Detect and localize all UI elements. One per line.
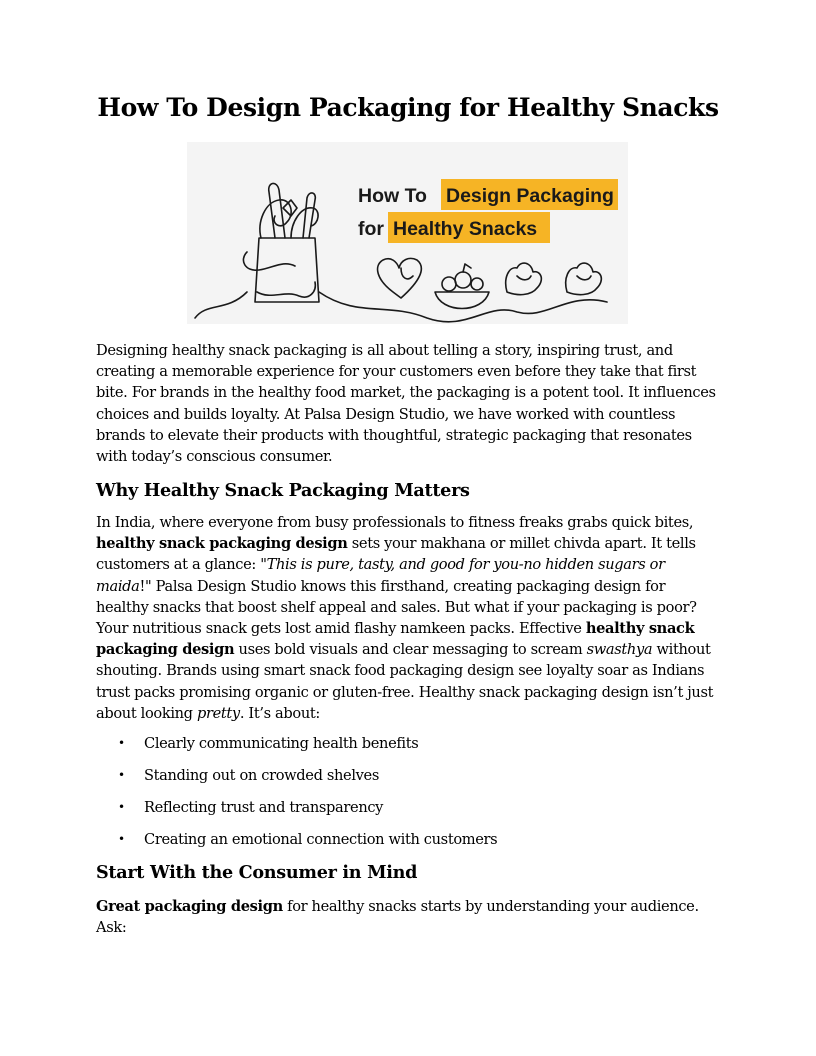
bullet-icon: • xyxy=(118,768,125,782)
list-item xyxy=(96,765,720,797)
section1-bold-keyword-2: healthy snack packaging design xyxy=(96,620,695,659)
hero-heading xyxy=(358,179,618,243)
section1-text-mid2: !" Palsa Design Studio knows this firsthand, creating packaging design for healthy snacks that boost shelf appeal and sales. But what if your packaging is poor? Your nutritious snack gets lost amid flashy namkeen packs. Effective xyxy=(96,577,697,638)
list-item-text: Creating an emotional connection with customers xyxy=(144,831,498,848)
list-item xyxy=(96,829,720,861)
section1-quote: This is pure, tasty, and good for you-no hidden sugars or maida xyxy=(96,556,665,595)
section-heading-why: Why Healthy Snack Packaging Matters xyxy=(96,480,470,501)
section2-paragraph xyxy=(96,896,720,938)
section1-text-mid4: without shouting. Brands using smart snack food packaging design see loyalty soar as Indians trust packs promising organic or gluten-free. Healthy snack packaging design isn’t just about looking xyxy=(96,641,714,722)
section2-text: for healthy snacks starts by understanding your audience. Ask: xyxy=(96,898,699,937)
section2-bold-keyword: Great packaging design xyxy=(96,898,283,915)
list-item xyxy=(96,733,720,765)
bullet-icon: • xyxy=(118,736,125,750)
intro-paragraph: Designing healthy snack packaging is all about telling a story, inspiring trust, and creating a memorable experience for your customers even before they take that first bite. For brands in the healthy food market, the packaging is a potent tool. It influences choices and builds loyalty. At Palsa Design Studio, we have worked with countless brands to elevate their products with thoughtful, strategic packaging that resonates with today’s conscious consumer. xyxy=(96,342,716,466)
bullet-icon: • xyxy=(118,800,125,814)
section1-text-intro: In India, where everyone from busy professionals to fitness freaks grabs quick bites, xyxy=(96,514,694,531)
list-item-text: Standing out on crowded shelves xyxy=(144,767,379,784)
section1-text-end: . It’s about: xyxy=(239,704,320,722)
hero-image xyxy=(187,142,628,324)
section1-italic-pretty: pretty xyxy=(196,704,240,722)
section1-bold-keyword-1: healthy snack packaging design xyxy=(96,535,348,553)
section1-text-mid1: sets your makhana or millet chivda apart. It tells customers at a glance: " xyxy=(96,535,696,574)
heart-illustration-icon xyxy=(378,258,422,298)
list-item-text: Clearly communicating health benefits xyxy=(144,735,419,752)
section1-italic-swasthya: swasthya xyxy=(586,641,653,659)
section1-paragraph xyxy=(96,512,720,724)
strength-arms-illustration-icon xyxy=(506,263,602,295)
section1-text-mid3: uses bold visuals and clear messaging to scream xyxy=(238,641,583,659)
hero-line1-highlight: Design Packaging xyxy=(446,185,614,207)
bullet-icon: • xyxy=(118,832,125,846)
section-heading-consumer: Start With the Consumer in Mind xyxy=(96,862,418,883)
list-item-text: Reflecting trust and transparency xyxy=(144,799,384,816)
hero-line1-prefix: How To xyxy=(358,185,427,207)
list-item xyxy=(96,797,720,829)
vegetable-bowl-illustration-icon xyxy=(435,264,489,309)
hero-line2-prefix: for xyxy=(358,218,384,240)
benefits-list xyxy=(96,733,720,861)
page-title: How To Design Packaging for Healthy Snacks xyxy=(97,93,719,122)
hero-line2-highlight: Healthy Snacks xyxy=(393,218,538,240)
